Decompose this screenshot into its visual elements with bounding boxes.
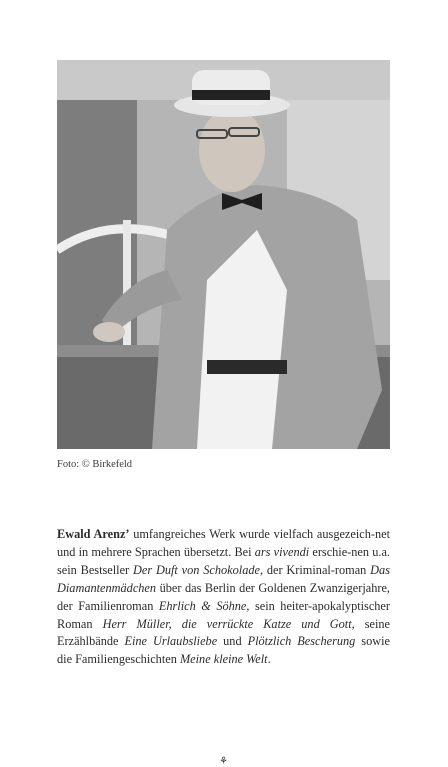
bio-text: über das Berlin der Goldenen Zwanzigerjahre, der Familienroman [57, 580, 390, 613]
bio-text: , sein heiter-apokalyptischer Roman [57, 598, 390, 631]
author-name: Ewald Arenz’ [57, 527, 130, 541]
book-title: Das Diamantenmädchen [57, 562, 390, 595]
book-title: Meine kleine Welt [179, 652, 268, 667]
bio-text: erschie-nen u.a. sein Bestseller [57, 544, 390, 577]
photo-caption: Foto: © Birkefeld [57, 459, 133, 470]
author-biography [57, 526, 390, 669]
book-title: Der Duft von Schokolade [133, 562, 260, 577]
book-title: Eine Urlaubsliebe [124, 634, 218, 649]
publisher-name: ars vivendi [254, 544, 310, 559]
bio-text: , der Kriminal-roman [259, 562, 371, 577]
author-photo-image [57, 60, 390, 449]
author-photo [57, 60, 390, 449]
bio-text: seine Erzählbände [57, 616, 391, 649]
book-title: Herr Müller, die verrückte Katze und Gott, [102, 616, 355, 631]
bio-text: umfangreiches Werk wurde vielfach ausgezeich-net und in mehrere Sprachen übersetzt. Bei [57, 527, 390, 559]
book-title: Plötzlich Bescherung [247, 634, 356, 649]
book-title: Ehrlich & Söhne [158, 598, 247, 613]
bio-text: . [267, 652, 271, 667]
bio-text: und [217, 634, 248, 649]
ornament-icon: ⚘ [219, 756, 228, 767]
bio-text: sowie die Familiengeschichten [57, 634, 390, 667]
